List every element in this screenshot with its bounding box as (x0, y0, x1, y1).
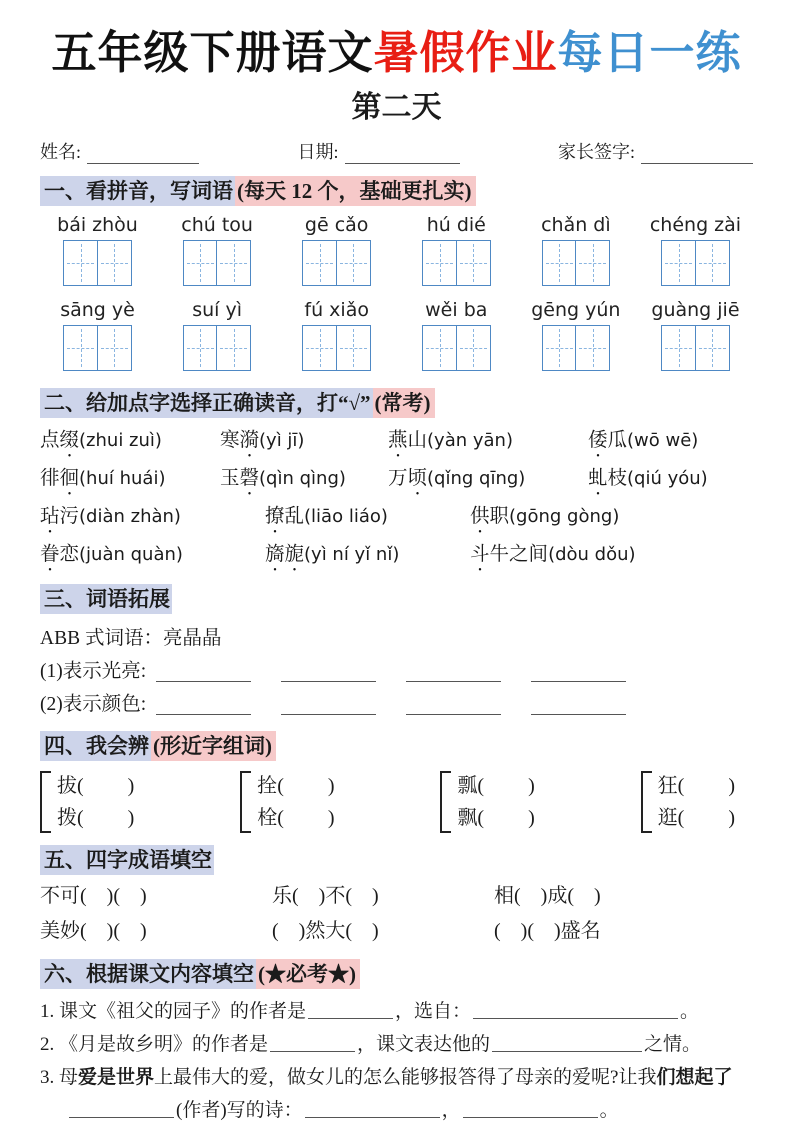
section4-heading (40, 729, 753, 763)
bracket-shape (440, 771, 451, 833)
parent-sign-label: 家长签字: (557, 142, 635, 163)
pinyin-options: (zhui zuì) (79, 430, 162, 452)
hanzi-char: 徘 (40, 468, 60, 490)
hanzi-char: 瓢( (457, 775, 485, 798)
section1-heading-note: (每天 12 个，基础更扎实) (235, 176, 476, 206)
page-title (40, 28, 753, 78)
page-title-part: 暑假作业 (373, 27, 558, 78)
pinyin-word-column (160, 299, 275, 376)
writing-box-cell (422, 325, 457, 371)
word-expansion-line (40, 688, 753, 721)
hanzi-char: 倭 (588, 430, 608, 452)
word-expansion-line (40, 655, 753, 688)
section5-heading (40, 843, 753, 877)
hanzi-char: 瓜 (607, 430, 628, 452)
hanzi-char: 牛 (489, 544, 510, 566)
hanzi-char: 顷 (407, 468, 428, 490)
page-title-part: 五年级下册语文 (51, 27, 374, 78)
answer-blank (463, 1098, 598, 1118)
page-title-part: 每日一练 (557, 27, 742, 78)
dotted-word (588, 468, 627, 489)
pinyin-options: (dòu dǒu) (548, 544, 636, 566)
pinyin-options: (diàn zhàn) (79, 506, 181, 528)
dotted-word (220, 430, 259, 451)
dotted-word (220, 468, 259, 489)
hanzi-char: 斗 (470, 544, 490, 566)
hanzi-char: 撩 (265, 506, 285, 528)
pronunciation-item (40, 500, 265, 538)
item-text: 上最伟大的爱，做女儿的怎么能够报答得了母亲的爱呢?让我 (154, 1067, 657, 1089)
date-field (297, 138, 459, 164)
hanzi-char: 缀 (59, 430, 80, 452)
writing-box-cell (422, 240, 457, 286)
word-expansion-label: (1)表示光亮: (40, 661, 147, 683)
answer-blank (156, 662, 251, 683)
pinyin-options: (yàn yān) (427, 430, 513, 452)
character-pair (658, 771, 735, 833)
hanzi-char: 点 (40, 430, 60, 452)
item-text: ， (441, 1100, 461, 1122)
writing-box-cell (542, 325, 577, 371)
pinyin-word-column (518, 214, 633, 291)
item-text: 3. 母 (40, 1067, 79, 1089)
hanzi-char: 旖 (265, 544, 285, 566)
section4-heading-note: (形近字组词) (151, 731, 276, 761)
answer-blank (281, 695, 376, 716)
pinyin-options: (qìn qìng) (259, 468, 346, 490)
pinyin-options: (liāo liáo) (304, 506, 388, 528)
pronunciation-row (40, 500, 753, 538)
pinyin-word-column (40, 214, 155, 291)
hanzi-char: 栓( (257, 807, 284, 830)
writing-box-cell (575, 240, 610, 286)
item-text-bold: 们想起了 (656, 1067, 733, 1089)
dotted-word (388, 468, 427, 489)
character-blank-row (57, 803, 134, 833)
pronunciation-item (470, 500, 753, 538)
pinyin-options: (gōng gòng) (509, 506, 620, 528)
abb-example-line (40, 622, 753, 655)
pronunciation-item (588, 424, 753, 462)
idiom-phrase: 不可( )( ) (40, 885, 147, 908)
writing-box-pair (183, 325, 252, 371)
writing-box-cell (216, 325, 251, 371)
name-field (40, 138, 199, 164)
closing-paren: ) (728, 807, 735, 830)
dotted-word (40, 544, 79, 565)
hanzi-char: 乱 (284, 506, 305, 528)
character-pair (457, 771, 534, 833)
section3-heading (40, 582, 753, 616)
writing-box-pair (422, 240, 491, 286)
closing-paren: ) (327, 807, 335, 830)
writing-box-cell (336, 325, 371, 371)
blank-group (156, 695, 626, 722)
section3-heading-main: 三、词语拓展 (40, 584, 172, 614)
item-text: 2. 《月是故乡明》的作者是 (40, 1034, 269, 1056)
writing-box-cell (695, 325, 730, 371)
closing-paren: ) (127, 807, 135, 830)
item-text: 。 (599, 1100, 619, 1122)
day-subtitle: 第二天 (351, 91, 442, 125)
answer-blank (531, 662, 626, 683)
character-blank-row (257, 771, 334, 801)
hanzi-char: 逛( (657, 807, 685, 830)
writing-box-pair (302, 325, 371, 371)
pronunciation-item (220, 462, 388, 500)
hanzi-char: 磬 (239, 468, 260, 490)
answer-blank (270, 1032, 355, 1052)
idiom-row (40, 879, 753, 914)
blank-group (156, 662, 626, 689)
section2-heading (40, 386, 753, 420)
writing-box-cell (302, 325, 337, 371)
writing-box-cell (542, 240, 577, 286)
word-expansion-label: (2)表示颜色: (40, 694, 147, 716)
character-blank-row (658, 803, 735, 833)
dotted-word (265, 506, 304, 527)
answer-blank (473, 999, 678, 1019)
writing-box-cell (97, 240, 132, 286)
pronunciation-item (40, 424, 220, 462)
pinyin-options: (yì jī) (259, 430, 305, 452)
answer-blank (406, 695, 501, 716)
hanzi-char: 间 (528, 544, 549, 566)
pinyin-text: chǎn dì (541, 214, 611, 237)
pinyin-options: (qiú yóu) (627, 468, 708, 490)
pinyin-word-column (279, 299, 394, 376)
hanzi-char: 之 (509, 544, 529, 566)
hanzi-char: 虬 (588, 468, 608, 490)
pronunciation-item (388, 424, 588, 462)
hanzi-char: 燕 (388, 430, 408, 452)
dotted-word (40, 506, 79, 527)
hanzi-char: 枝 (607, 468, 628, 490)
word-expansion-lines (40, 655, 753, 721)
pinyin-options: (wō wē) (627, 430, 699, 452)
pinyin-word-column (279, 214, 394, 291)
pronunciation-item (388, 462, 588, 500)
character-pair-group (440, 771, 534, 833)
pinyin-word-column (638, 214, 753, 291)
character-pair-group (641, 771, 735, 833)
idiom-phrase: ( )( )盛名 (494, 920, 601, 943)
hanzi-char: 寒 (220, 430, 240, 452)
answer-blank (281, 662, 376, 683)
item-text: (作者)写的诗： (176, 1100, 303, 1122)
section4-heading-main: 四、我会辨 (40, 731, 151, 761)
pinyin-text: wěi ba (425, 299, 488, 322)
item-text: 1. 课文《祖父的园子》的作者是 (40, 1001, 307, 1023)
writing-box-cell (63, 240, 98, 286)
section6-heading (40, 957, 753, 991)
dotted-word (265, 544, 304, 565)
hanzi-char: 万 (388, 468, 408, 490)
section6-heading-note: (★必考★) (256, 959, 360, 989)
hanzi-char: 狂( (657, 775, 685, 798)
idiom-phrase: ( )然大( ) (272, 920, 379, 943)
character-pair-group (40, 771, 134, 833)
pronunciation-row (40, 424, 753, 462)
writing-box-pair (542, 240, 611, 286)
abb-example-text: ABB 式词语：亮晶晶 (40, 628, 222, 650)
answer-blank (308, 999, 393, 1019)
pinyin-text: chéng zài (649, 214, 742, 237)
pinyin-options: (huí huái) (79, 468, 166, 490)
date-label: 日期: (297, 142, 339, 163)
writing-box-cell (456, 325, 491, 371)
hanzi-char: 飘( (457, 807, 485, 830)
bracket-shape (40, 771, 51, 833)
comprehension-item (40, 1061, 753, 1127)
pinyin-word-column (399, 299, 514, 376)
pinyin-row-2 (40, 299, 753, 376)
pronunciation-item (40, 538, 265, 576)
pronunciation-row (40, 538, 753, 576)
hanzi-char: 供 (470, 506, 490, 528)
section6-heading-main: 六、根据课文内容填空 (40, 959, 256, 989)
answer-blank (156, 695, 251, 716)
pinyin-text: gēng yún (531, 299, 621, 322)
hanzi-char: 徊 (59, 468, 80, 490)
name-label: 姓名: (40, 142, 82, 163)
answer-blank (406, 662, 501, 683)
dotted-word (470, 506, 509, 527)
hanzi-char: 玉 (220, 468, 240, 490)
comprehension-item (40, 995, 753, 1028)
item-text: 。 (680, 1001, 700, 1023)
writing-box-pair (661, 325, 730, 371)
dotted-word (388, 430, 427, 451)
hanzi-char: 污 (59, 506, 80, 528)
pinyin-options: (qǐng qīng) (427, 468, 526, 490)
pinyin-word-column (638, 299, 753, 376)
bracket-shape (641, 771, 652, 833)
writing-box-cell (302, 240, 337, 286)
pinyin-text: bái zhòu (57, 214, 138, 237)
writing-box-cell (336, 240, 371, 286)
writing-box-cell (183, 325, 218, 371)
character-pair (257, 771, 334, 833)
pronunciation-item (588, 462, 753, 500)
writing-box-cell (216, 240, 251, 286)
item-text-bold: 爱是世界 (78, 1067, 155, 1089)
character-blank-row (658, 771, 735, 801)
pinyin-row-1 (40, 214, 753, 291)
closing-paren: ) (327, 775, 335, 798)
hanzi-char: 眷 (40, 544, 60, 566)
pronunciation-item (265, 500, 470, 538)
idiom-phrase: 相( )成( ) (494, 885, 601, 908)
closing-paren: ) (528, 775, 535, 798)
writing-box-pair (542, 325, 611, 371)
text-comprehension-items (40, 995, 753, 1127)
writing-box-pair (183, 240, 252, 286)
pronunciation-item (265, 538, 470, 576)
hanzi-char: 玷 (40, 506, 60, 528)
pinyin-word-column (518, 299, 633, 376)
pinyin-text: chú tou (181, 214, 253, 237)
section5-heading-main: 五、四字成语填空 (40, 845, 214, 875)
closing-paren: ) (528, 807, 535, 830)
writing-box-cell (661, 240, 696, 286)
pronunciation-item (470, 538, 753, 576)
pinyin-word-column (40, 299, 155, 376)
parent-sign-blank (641, 145, 753, 164)
section1-heading (40, 174, 753, 208)
answer-blank (492, 1032, 642, 1052)
pinyin-text: fú xiǎo (304, 299, 369, 322)
character-pair-group (240, 771, 334, 833)
pinyin-word-column (399, 214, 514, 291)
hanzi-char: 职 (489, 506, 510, 528)
dotted-word (588, 430, 627, 451)
dotted-word (40, 430, 79, 451)
character-blank-row (457, 771, 534, 801)
character-blank-row (457, 803, 534, 833)
writing-box-cell (661, 325, 696, 371)
answer-blank (305, 1098, 440, 1118)
hanzi-char: 旎 (284, 544, 305, 566)
pinyin-text: hú dié (426, 214, 486, 237)
pinyin-text: guàng jiē (651, 299, 740, 322)
dotted-word (40, 468, 79, 489)
character-blank-row (57, 771, 134, 801)
idiom-phrase: 美妙( )( ) (40, 920, 147, 943)
item-text: ，选自： (395, 1001, 472, 1023)
similar-characters-grid (40, 771, 753, 833)
writing-box-pair (422, 325, 491, 371)
name-blank (87, 145, 199, 164)
hanzi-char: 山 (407, 430, 428, 452)
pinyin-word-column (160, 214, 275, 291)
hanzi-char: 恋 (59, 544, 80, 566)
idiom-phrase: 乐( )不( ) (272, 885, 379, 908)
idiom-fill-rows (40, 879, 753, 949)
bracket-shape (240, 771, 251, 833)
section2-heading-note: (常考) (373, 388, 435, 418)
pronunciation-row (40, 462, 753, 500)
comprehension-item (40, 1028, 753, 1061)
pronunciation-item (220, 424, 388, 462)
pinyin-options: (juàn quàn) (79, 544, 183, 566)
hanzi-char: 拴( (257, 775, 284, 798)
closing-paren: ) (127, 775, 135, 798)
writing-box-pair (63, 240, 132, 286)
item-text: ，课文表达他的 (357, 1034, 491, 1056)
writing-box-cell (63, 325, 98, 371)
pinyin-text: suí yì (192, 299, 242, 322)
info-row (40, 138, 753, 164)
character-blank-row (257, 803, 334, 833)
parent-sign-field (558, 138, 753, 164)
idiom-row (40, 914, 753, 949)
writing-box-pair (661, 240, 730, 286)
pronunciation-choice-list (40, 424, 753, 576)
writing-box-pair (302, 240, 371, 286)
answer-blank (531, 695, 626, 716)
character-pair (57, 771, 134, 833)
closing-paren: ) (728, 775, 735, 798)
writing-box-cell (575, 325, 610, 371)
writing-box-cell (456, 240, 491, 286)
dotted-word (470, 544, 548, 565)
pinyin-text: gē cǎo (304, 214, 369, 237)
section1-heading-main: 一、看拼音，写词语 (40, 176, 235, 206)
hanzi-char: 拨( (57, 807, 84, 830)
answer-blank (69, 1098, 174, 1118)
writing-box-cell (97, 325, 132, 371)
pinyin-text: sāng yè (60, 299, 135, 322)
writing-box-cell (695, 240, 730, 286)
pronunciation-item (40, 462, 220, 500)
section2-heading-main: 二、给加点字选择正确读音，打“√” (40, 388, 373, 418)
item-text: 之情。 (644, 1034, 702, 1056)
writing-box-pair (63, 325, 132, 371)
hanzi-char: 拔( (57, 775, 84, 798)
hanzi-char: 漪 (239, 430, 260, 452)
writing-box-cell (183, 240, 218, 286)
date-blank (345, 145, 460, 164)
pinyin-options: (yì ní yǐ nǐ) (304, 544, 400, 566)
